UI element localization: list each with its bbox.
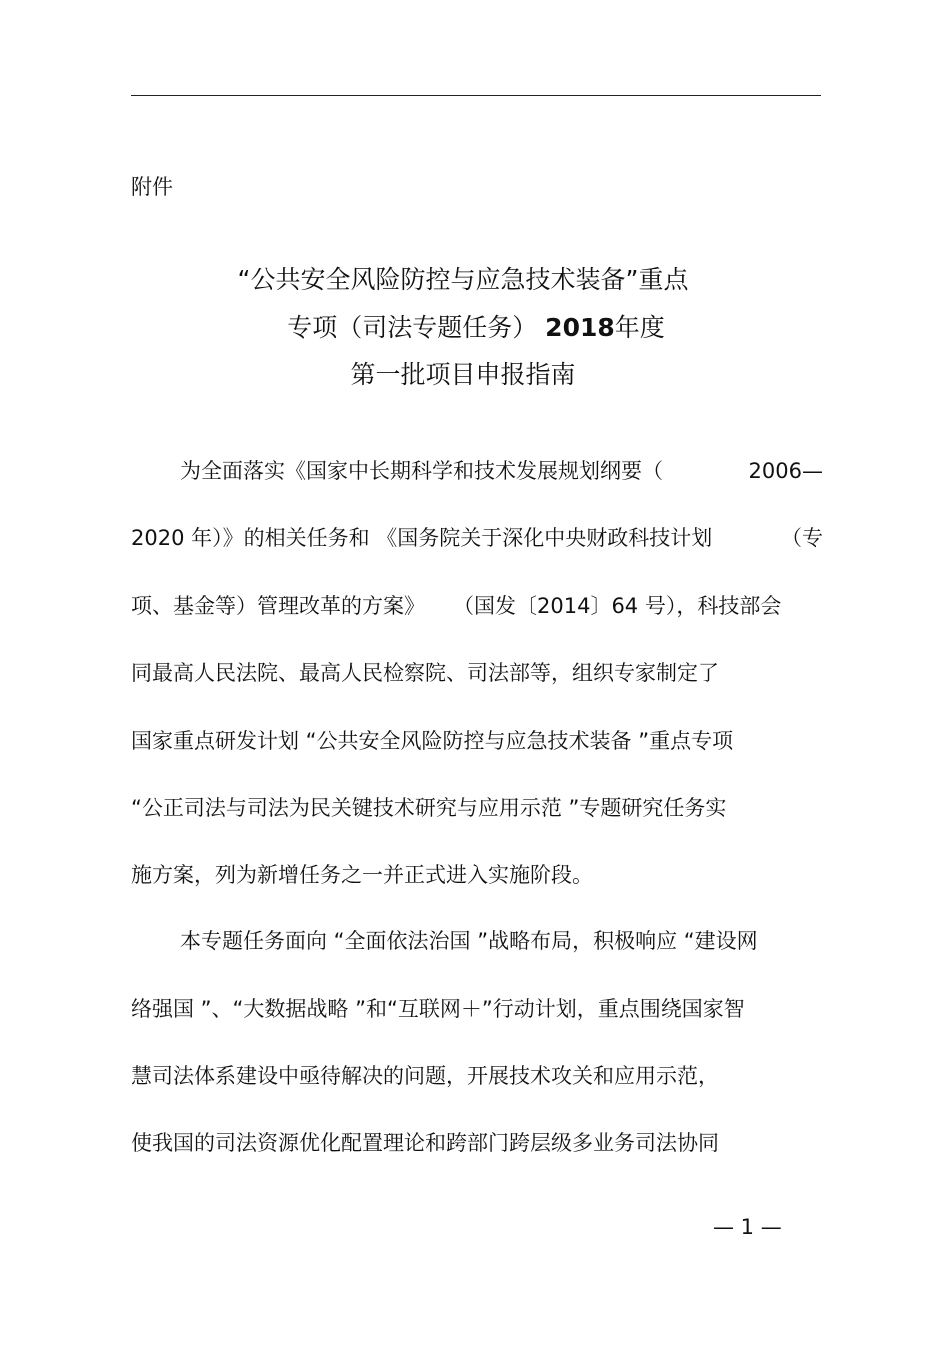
title-line-2 [131,310,821,346]
title-line-2-prefix: 专项（司法专题任务） [287,313,538,342]
paragraph-1-line-2 [131,523,823,553]
title-line-2-suffix: 年度 [614,313,665,342]
paragraph-1-line-4: 同最高人民法院、最高人民检察院、司法部等，组织专家制定了 [131,661,719,685]
title-line-1: “公共安全风险防控与应急技术装备”重点 [237,265,689,294]
header-rule [131,95,821,96]
paragraph-2-line-3: 慧司法体系建设中亟待解决的问题，开展技术攻关和应用示范， [131,1064,719,1088]
page-number: — 1 — [713,1215,782,1239]
paragraph-1-line-6: “公正司法与司法为民关键技术研究与应用示范 ”专题研究任务实 [131,796,727,820]
line-right-part: （专 [781,526,823,550]
paragraph-1-line-5: 国家重点研发计划 “公共安全风险防控与应急技术装备 ”重点专项 [131,729,734,753]
line-right-part: （国发〔2014〕64 号），科技部会 [453,594,782,618]
paragraph-2-line-4: 使我国的司法资源优化配置理论和跨部门跨层级多业务司法协同 [131,1131,719,1155]
title-year: 2018 [545,313,615,342]
paragraph-1-line-7: 施方案，列为新增任务之一并正式进入实施阶段。 [131,863,593,887]
attachment-label: 附件 [131,175,173,199]
line-left-part: 项、基金等）管理改革的方案》 [131,594,425,618]
line-left-part: 2020 年）》的相关任务和 《国务院关于深化中央财政科技计划 [131,526,713,550]
title-line-3: 第一批项目申报指南 [350,360,576,389]
paragraph-1-line-3 [131,591,781,621]
paragraph-1-line-1 [180,456,823,486]
line-left-part: 为全面落实《国家中长期科学和技术发展规划纲要（ [180,459,663,483]
line-right-part: 2006— [748,459,823,483]
paragraph-2-line-1: 本专题任务面向 “全面依法治国 ”战略布局，积极响应 “建设网 [180,929,758,953]
paragraph-2-line-2: 络强国 ”、“大数据战略 ”和“互联网＋”行动计划，重点围绕国家智 [131,997,745,1021]
